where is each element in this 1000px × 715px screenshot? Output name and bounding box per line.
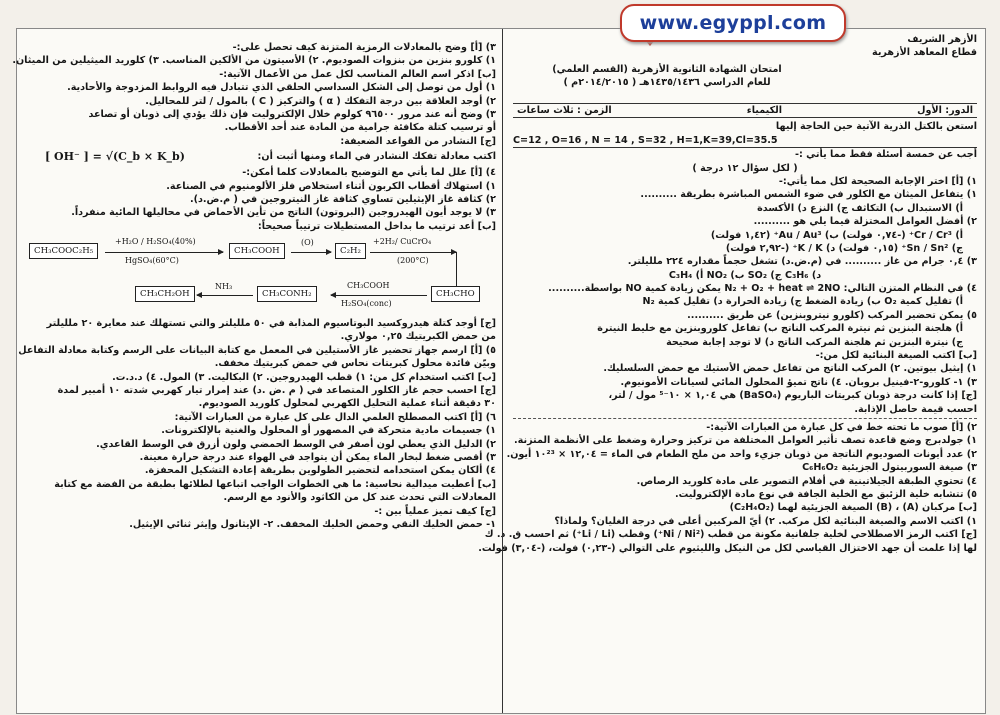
q2b-heading: [ب] مركبان (A) ، (B) الصيغة الجزيئية لهما (C₂H₄O₂) bbox=[729, 502, 977, 514]
q3c-line bbox=[25, 148, 496, 166]
q3b-heading: [ب] اذكر اسم العالم المناسب لكل عمل من الأعمال الآتية:- bbox=[219, 68, 496, 80]
info-row bbox=[513, 103, 977, 118]
q3c-formula: [ OH⁻ ] = √(C_b × K_b) bbox=[45, 150, 185, 164]
q2c-line-2: لها إذا علمت أن جهد الاختزال القياسي لكل من النيكل والليثيوم على التوالي (-٠,٢٣) فولت، (-٣,٠٤) فولت. bbox=[478, 542, 977, 554]
q4b-heading: [ب] أعد ترتيب ما بداخل المستطيلات ترتيباً صحيحاً: bbox=[257, 220, 496, 232]
q1c-line-2: احسب قيمة حاصل الإذابة. bbox=[854, 403, 977, 415]
flow-connector bbox=[456, 252, 457, 286]
q5c-line-1: [ج] احسب حجم غاز الكلور المتصاعد في ( م .ض .د) عند إمرار تيار كهربي شدته ١٠ أمبير لمدة bbox=[57, 385, 496, 397]
q5c-line-2: ٣٠ دقيقة أثناء عملية التحليل الكهربي لمحلول كلوريد الصوديوم. bbox=[198, 398, 496, 410]
q1a-item-1: ١) يتفاعل الميثان مع الكلور في ضوء الشمس المباشرة بطريقة .......... bbox=[640, 189, 977, 201]
q6a-item-4: ٤) ألكان يمكن استخدامه لتحضير الطولوين بطريقة إعادة التشكيل المحفزة. bbox=[144, 465, 496, 477]
q1b-heading: [ب] اكتب الصيغة البنائية لكل من:- bbox=[815, 350, 977, 362]
q1a-item-2-options-a: أ) Cr / Cr³⁺ (-٠,٧٤ فولت) ب) Au / Au³⁺ (١,٤٢ فولت) bbox=[710, 229, 963, 241]
q1c-line-1: [ج] إذا كانت درجة ذوبان كبريتات الباريوم (BaSO₄) هي ١,٠٤ × ١٠⁻⁵ مول / لتر، bbox=[608, 390, 977, 402]
q4a-heading: ٤) [أ] علل لما يأتي مع التوضيح بالمعادلات كلما أمكن:- bbox=[242, 167, 496, 179]
q1a-item-4: ٤) في النظام المتزن التالي: N₂ + O₂ + heat ⇌ 2NO يمكن زيادة كمية NO بواسطة.......... bbox=[548, 283, 977, 295]
exam-round: الدور: الأول bbox=[917, 105, 973, 116]
q6c-items: ١- حمض الخليك النقي وحمض الخليك المخفف. ٢- الإيثانول وإيثر ثنائي الإيثيل. bbox=[129, 518, 496, 530]
q1a-item-5: ٥) يمكن تحضير المركب (كلورو نيتروبنزين) عن طريق .......... bbox=[687, 309, 977, 321]
flow-node-ethanol: CH₃CH₂OH bbox=[135, 286, 195, 302]
q2c-line-1: [ج] اكتب الرمز الاصطلاحي لخلية جلفانية مكونة من قطب (Ni / Ni²⁺) وقطب (Li / Li⁺) ثم احسب ق. د. ك bbox=[484, 529, 977, 541]
q1a-item-5-options-a: أ) هلجنة البنزين ثم نيترة المركب الناتج ب) تفاعل كلوروبنزين مع خليط النيترة bbox=[597, 323, 963, 335]
q4a-item-2: ٢) كثافة غاز الإيثيلين تساوي كثافة غاز النيتروجين في ( م.ض.د). bbox=[189, 193, 496, 205]
atomic-masses: C=12 , O=16 , N = 14 , S=32 , H=1,K=39,Cl=35.5 bbox=[513, 134, 977, 148]
q1a-item-2: ٢) أفضل العوامل المختزلة فيما يلي هو .......... bbox=[753, 216, 977, 228]
flow-cond-3-bottom: (200°C) bbox=[397, 256, 429, 266]
q5a-line-2: وبيّن فائدة محلول كبريتات نحاس في حمض كبريتيك مخفف. bbox=[214, 358, 496, 370]
q2a-item-3: ٣) صيغة السوربيتول الجزيئية C₆H₆O₂ bbox=[802, 462, 977, 474]
q3b-item-1: ١) أول من توصل إلى الشكل السداسي الحلقي الذي تتبادل فيه الروابط المزدوجة والأحادية. bbox=[67, 82, 496, 94]
q4c-line-1: [ج] أوجد كتلة هيدروكسيد البوتاسيوم المذابة في ٥٠ ملليلتر والتي تستهلك عند معايرة ٢٠ ملليلتر bbox=[46, 318, 496, 330]
flow-node-acetic-acid: CH₃COOH bbox=[229, 243, 285, 259]
marks-note: ( لكل سؤال ١٢ درجة ) bbox=[692, 162, 798, 174]
q2a-item-4: ٤) تحتوي الطبقة الجيلاتينية في أفلام التصوير على مادة كلوريد الرصاص. bbox=[636, 475, 977, 487]
q1a-item-3: ٣) ٠,٤ جرام من غاز .......... في (م.ض.د) تشغل حجماً مقداره ٢٢٤ ملليلتر. bbox=[627, 256, 977, 268]
right-column bbox=[478, 29, 985, 713]
q3b-item-3b: أو ترسيب كتلة مكافئة جرامية من المادة عند أحد الأقطاب. bbox=[224, 122, 496, 134]
left-column bbox=[12, 29, 503, 713]
flow-cond-1-top: +H₂O / H₂SO₄(40%) bbox=[115, 237, 196, 247]
flow-node-acetamide: CH₃CONH₂ bbox=[257, 286, 317, 302]
q4a-item-3: ٣) لا يوجد أيون الهيدروجين (البروتون) الناتج من تأين الأحماض في محاليلها المائية منفرداً. bbox=[71, 207, 496, 219]
watermark-logo bbox=[620, 4, 846, 42]
q1a-item-5-options-b: ج) نيترة البنزين ثم هلجنة المركب الناتج د) لا توجد إجابة صحيحة bbox=[666, 336, 963, 348]
q4c-line-2: من حمض الكبريتيك ٠,٢٥ مولاري. bbox=[340, 331, 496, 343]
q3c-text: اكتب معادلة تفكك النشادر في الماء ومنها أثبت أن: bbox=[257, 151, 496, 163]
q5a-line-1: ٥) [أ] ارسم جهاز تحضير غاز الأستيلين في المعمل مع كتابة البيانات على الرسم وكتابة معادلة التفاعل bbox=[18, 344, 496, 356]
q2a-item-5: ٥) تتشابه خلية الزئبق مع الخلية الجافة في نوع مادة الإلكتروليت. bbox=[674, 488, 977, 500]
header-center-line-1: امتحان الشهادة الثانوية الأزهرية (القسم العلمي) bbox=[552, 64, 782, 75]
q5b-line: [ب] اكتب استخدام كل من: ١) قطب الهيدروجين. ٢) البكاليت. ٣) المول. ٤) د.د.ت. bbox=[112, 371, 496, 383]
q2a-item-2: ٢) عدد أيونات الصوديوم الناتجة من ذوبان جزيء واحد من ملح الطعام في الماء = ١٢,٠٤ × ١٠²³ أيون. bbox=[506, 448, 977, 460]
watermark-text: www.egyppl.com bbox=[639, 12, 827, 34]
q6c-heading: [ج] كيف تميز عملياً بين :- bbox=[374, 505, 496, 517]
q6a-item-3: ٣) أقصى ضغط لبخار الماء يمكن أن يتواجد في الهواء عند درجة حرارة معينة. bbox=[139, 451, 496, 463]
reaction-flowchart bbox=[25, 235, 496, 313]
flow-cond-1-bottom: HgSO₄(60°C) bbox=[125, 256, 179, 266]
header-right-line-1: الأزهر الشريف bbox=[907, 34, 977, 45]
q6a-item-1: ١) جسيمات مادية متحركة في المصهور أو المحلول والغنية بالإلكترونات. bbox=[161, 425, 496, 437]
q3c-heading: [ج] النشادر من القواعد الضعيفة: bbox=[340, 135, 496, 147]
exam-time: الزمن : ثلاث ساعات bbox=[517, 105, 612, 116]
flow-cond-4-bottom: H₂SO₄(conc) bbox=[341, 299, 392, 309]
flow-node-acetaldehyde: CH₃CHO bbox=[431, 286, 480, 302]
q2a-heading: ٢) [أ] صوب ما تحته خط في كل عبارة من العبارات الآتية:- bbox=[706, 421, 977, 433]
q4a-item-1: ١) استهلاك أقطاب الكربون أثناء استخلاص فلز الألومنيوم في الصناعة. bbox=[166, 180, 496, 192]
atomic-masses-label: استعن بالكتل الذرية الآتية حين الحاجة إليها bbox=[775, 121, 977, 133]
q6a-heading: ٦) [أ] اكتب المصطلح العلمي الدال على كل عبارة من العبارات الآتية: bbox=[174, 411, 496, 423]
q3b-item-2: ٢) أوجد العلاقة بين درجة التفكك ( α ) والتركيز ( C ) بالمول / لتر للمحاليل. bbox=[145, 95, 496, 107]
flow-arrow-3 bbox=[370, 252, 456, 253]
flow-arrow-4 bbox=[331, 295, 427, 296]
flow-node-ethyl-acetate: CH₃COOC₂H₅ bbox=[29, 243, 98, 259]
flow-arrow-2 bbox=[291, 252, 331, 253]
q1a-item-4-options: أ) تقليل كمية O₂ ب) زيادة الضغط ج) زيادة الحرارة د) تقليل كمية N₂ bbox=[642, 296, 963, 308]
header-center-line-2: للعام الدراسي ١٤٣٥/١٤٣٦هـ ( ٢٠١٤/٢٠١٥م ) bbox=[563, 77, 771, 89]
q1a-item-2-options-b: ج) Sn / Sn²⁺ (٠,١٥ فولت) د) K / K⁺ (-٢,٩٢ فولت) bbox=[725, 242, 963, 254]
flow-node-acetylene: C₂H₂ bbox=[335, 243, 366, 259]
question-divider bbox=[513, 418, 977, 419]
exam-subject: الكيمياء bbox=[746, 105, 783, 116]
q1b-items-1-2: ١) إيثيل بيوتين. ٢) المركب الناتج من تفاعل حمض الأستيك مع حمض السلسليك. bbox=[603, 363, 977, 375]
q1b-items-3-4: ٣) ١- كلورو-٢-فينيل بروبان. ٤) ناتج تميؤ المحلول المائي لسيانات الأمونيوم. bbox=[620, 376, 977, 388]
flow-arrow-1 bbox=[105, 252, 223, 253]
header-right-line-2: قطاع المعاهد الأزهرية bbox=[872, 47, 977, 59]
exam-header bbox=[513, 33, 977, 103]
q6a-item-2: ٢) الدليل الذي يعطي لون أصفر في الوسط الحمضي ولون أزرق في الوسط القاعدي. bbox=[96, 438, 496, 450]
q3a-heading: ٣) [أ] وضح بالمعادلات الرمزية المتزنة كيف تحصل على:- bbox=[232, 42, 496, 53]
q6b-line-1: [ب] أعطيت ميدالية نحاسية: ما هي الخطوات الواجب اتباعها لطلائها بطبقة من الفضة مع كتابة bbox=[54, 478, 496, 490]
instructions: أجب عن خمسة أسئلة فقط مما يأتي :- bbox=[795, 149, 977, 161]
q1a-item-1-options: أ) الاستبدال ب) التكاثف ج) النزع د) الأكسدة bbox=[757, 202, 963, 214]
flow-cond-2: (O) bbox=[301, 238, 314, 248]
exam-sheet bbox=[12, 28, 986, 714]
q2b-items: ١) اكتب الاسم والصيغة البنائية لكل مركب. ٢) أيّ المركبين أعلى في درجة الغليان؟ ولماذا؟ bbox=[554, 515, 977, 527]
q1a-heading: ١) [أ] اختر الإجابة الصحيحة لكل مما يأتي:- bbox=[778, 175, 977, 187]
q1a-item-3-options: C₃H₄ (أ NO₂ (ب SO₂ (ج C₃H₆ (د bbox=[668, 269, 822, 281]
q2a-item-1: ١) جولدبرج وضع قاعدة تصف تأثير العوامل المختلفة من تركيز وحرارة وضغط على الأنظمة المتزنة. bbox=[514, 435, 977, 447]
q3a-items: ١) كلورو بنزين من بنزوات الصوديوم. ٢) الأسيتون من الألكين المناسب. ٣) كلوريد الميثيلين من الميثان. bbox=[12, 55, 496, 67]
flow-arrow-5 bbox=[197, 295, 253, 296]
q3b-item-3a: ٣) وضح أنه عند مرور ٩٦٥٠٠ كولوم خلال الإلكتروليت فإن ذلك يؤدي إلى ذوبان أو تصاعد bbox=[88, 108, 496, 120]
flow-cond-4-top: CH₃COOH bbox=[347, 281, 390, 291]
q6b-line-2: المعادلات التي تحدث عند كل من الكاثود والأنود مع الرسم. bbox=[223, 492, 496, 504]
flow-cond-5: NH₃ bbox=[215, 282, 233, 292]
flow-cond-3-top: +2H₂/ CuCrO₄ bbox=[373, 237, 432, 247]
